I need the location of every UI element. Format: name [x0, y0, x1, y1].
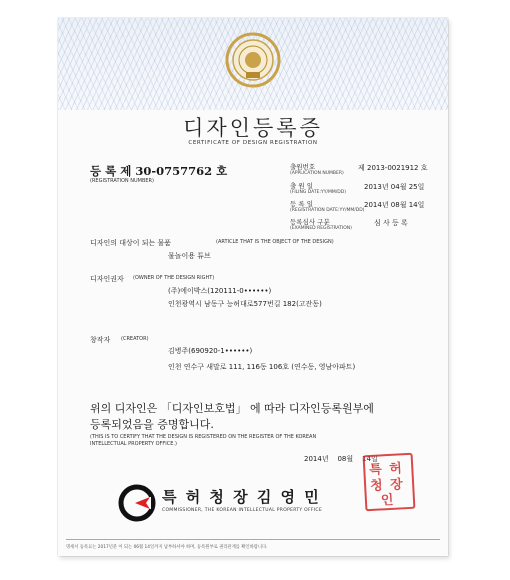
creator-name: 김병주(690920-1••••••) — [168, 347, 253, 355]
field-value-registration-date: 2014년 08월 14일 — [364, 201, 425, 209]
certificate-subtitle: CERTIFICATE OF DESIGN REGISTRATION — [188, 140, 318, 146]
creator-label: 창작자 — [90, 336, 111, 344]
issuer-name-en: COMMISSIONER, THE KOREAN INTELLECTUAL PROPERTY OFFICE — [162, 508, 322, 513]
field-label-application-number: 출원번호 — [290, 163, 316, 171]
creator-label-en: (CREATOR) — [121, 336, 149, 342]
field-label-en-examined: (EXAMINED REGISTRATION) — [290, 226, 352, 231]
footer-divider — [66, 539, 440, 540]
issuer-name: 특 허 청 장 김 영 민 — [162, 488, 321, 506]
field-label-registration-date: 등 록 일 — [290, 200, 313, 208]
article-value: 물놀이용 튜브 — [168, 252, 211, 260]
statement-en-line-2: INTELLECTUAL PROPERTY OFFICE.) — [90, 441, 177, 447]
owner-label: 디자인권자 — [90, 275, 124, 283]
field-label-en-application-number: (APPLICATION NUMBER) — [290, 171, 344, 176]
field-label-en-registration-date: (REGISTRATION DATE:YY/MM/DD) — [290, 208, 365, 213]
owner-address: 인천광역시 남동구 능허대로577번길 182(고잔동) — [168, 300, 322, 308]
field-label-filing-date: 출 원 일 — [290, 182, 313, 190]
statement-en-line-1: (THIS IS TO CERTIFY THAT THE DESIGN IS REGISTERED ON THE REGISTER OF THE KOREAN — [90, 434, 317, 440]
registration-number: 등 록 제 30-0757762 호 — [90, 164, 228, 178]
article-label: 디자인의 대상이 되는 물품 — [90, 239, 172, 247]
kipo-logo-icon — [118, 484, 156, 522]
creator-address: 인천 연수구 새말로 111, 116동 106호 (연수동, 영남아파트) — [168, 363, 356, 371]
field-value-examined: 심 사 등 록 — [374, 219, 408, 227]
korea-government-emblem-icon — [225, 32, 281, 88]
statement-line-1: 위의 디자인은 「디자인보호법」 에 따라 디자인등록원부에 — [90, 402, 374, 415]
owner-label-en: (OWNER OF THE DESIGN RIGHT) — [133, 275, 215, 281]
certificate-title: 디자인등록증 — [183, 116, 323, 140]
statement-line-2: 등록되었음을 증명합니다. — [90, 418, 214, 431]
field-label-en-filing-date: (FILING DATE:YY/MM/DD) — [290, 190, 346, 195]
article-label-en: (ARTICLE THAT IS THE OBJECT OF THE DESIGN) — [216, 239, 334, 245]
owner-name: (주)에이박스(120111-0••••••) — [168, 287, 272, 295]
field-value-filing-date: 2013년 04월 25일 — [364, 183, 425, 191]
footer-note: 명세서 등록료는 2017년분 이 되는 06월 14일까지 납부하셔야 하며, 등록원부로 권리관계를 확인바랍니다. — [66, 545, 268, 550]
issue-date: 2014년 08월 14일 — [304, 455, 378, 463]
field-label-examined: 등록심사 구분 — [290, 218, 330, 226]
official-seal-icon: 특 허 청 장 인 — [363, 453, 416, 512]
registration-number-en: (REGISTRATION NUMBER) — [90, 178, 154, 184]
field-value-application-number: 제 2013-0021912 호 — [358, 164, 428, 172]
certificate-sheet — [58, 18, 448, 556]
